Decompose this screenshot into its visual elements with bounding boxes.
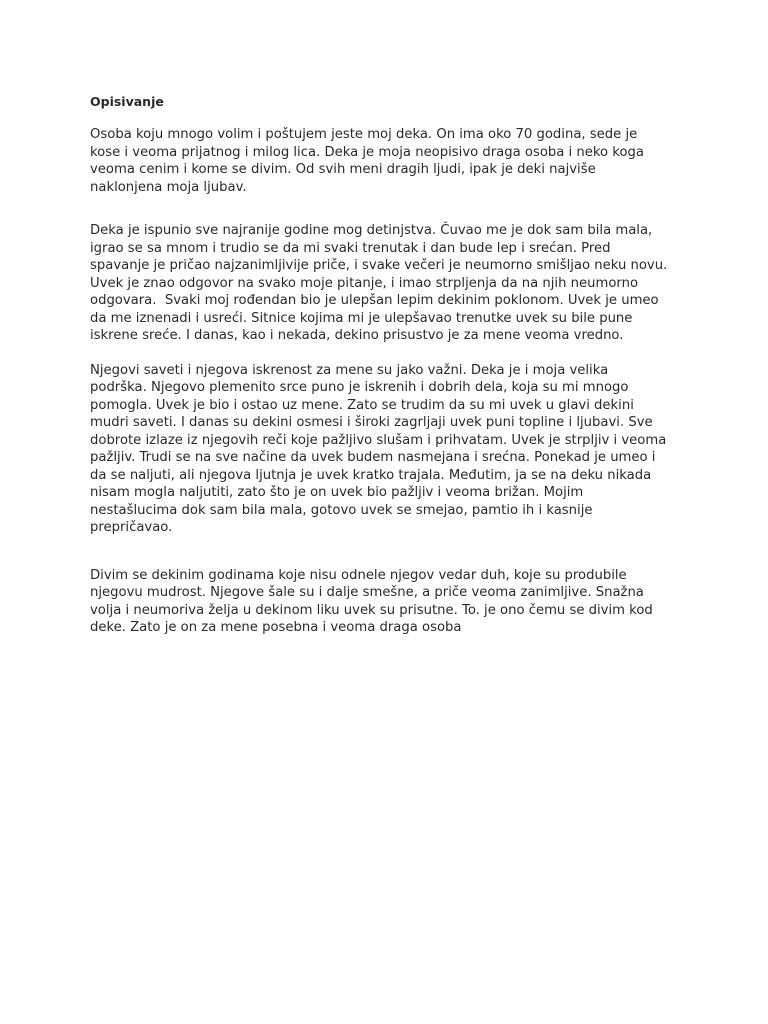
paragraph-4: Divim se dekinim godinama koje nisu odnele njegov vedar duh, koje su produbile njegovu mudrost. Njegove šale su i dalje smešne, a priče veoma zanimljive. Snažna volja i neumoriva želja u dekinom liku uvek su prisutne. To. je ono čemu se divim kod deke. Zato je on za mene posebna i veoma draga osoba bbox=[90, 567, 653, 635]
paragraph-1: Osoba koju mnogo volim i poštujem jeste moj deka. On ima oko 70 godina, sede je kose i veoma prijatnog i milog lica. Deka je moja neopisivo draga osoba i neko koga veoma cenim i kome se divim. Od svih meni dragih ljudi, ipak je deki najviše naklonjena moja ljubav. bbox=[90, 127, 644, 195]
document-page bbox=[90, 93, 710, 637]
paragraph-2: Deka je ispunio sve najranije godine mog detinjstva. Čuvao me je dok sam bila mala, igrao se sa mnom i trudio se da mi svaki trenutak i dan bude lep i srećan. Pred spavanje je pričao najzanimljivije priče, i svake večeri je neumorno smišljao neku novu. Uvek je znao odgovor na svako moje pitanje, i imao strpljenja da na njih neumorno odgovara. Svaki moj rođendan bio je ulepšan lepim dekinim poklonom. Uvek je umeo da me iznenadi i usreći. Sitnice kojima mi je ulepšavao trenutke uvek su bile pune iskrene sreće. I danas, kao i nekada, dekino prisustvo je za mene veoma vredno. bbox=[90, 223, 668, 343]
document-title: Opisivanje bbox=[90, 94, 164, 109]
paragraph-3: Njegovi saveti i njegova iskrenost za mene su jako važni. Deka je i moja velika podrška. Njegovo plemenito srce puno je iskrenih i dobrih dela, koja su mi mnogo pomogla. Uvek je bio i ostao uz mene. Zato se trudim da su mi uvek u glavi dekini mudri saveti. I danas su dekini osmesi i široki zagrljaji uvek puni topline i ljubavi. Sve dobrote izlaze iz njegovih reči koje pažljivo slušam i prihvatam. Uvek je strpljiv i veoma pažljiv. Trudi se na sve načine da uvek budem nasmejana i srećna. Ponekad je umeo i da se naljuti, ali njegova ljutnja je uvek kratko trajala. Međutim, ja se na deku nikada nisam mogla naljutiti, zato što je on uvek bio pažljiv i veoma brižan. Mojim nestašlucima dok sam bila mala, gotovo uvek se smejao, pamtio ih i kasnije prepričavao. bbox=[90, 362, 667, 535]
